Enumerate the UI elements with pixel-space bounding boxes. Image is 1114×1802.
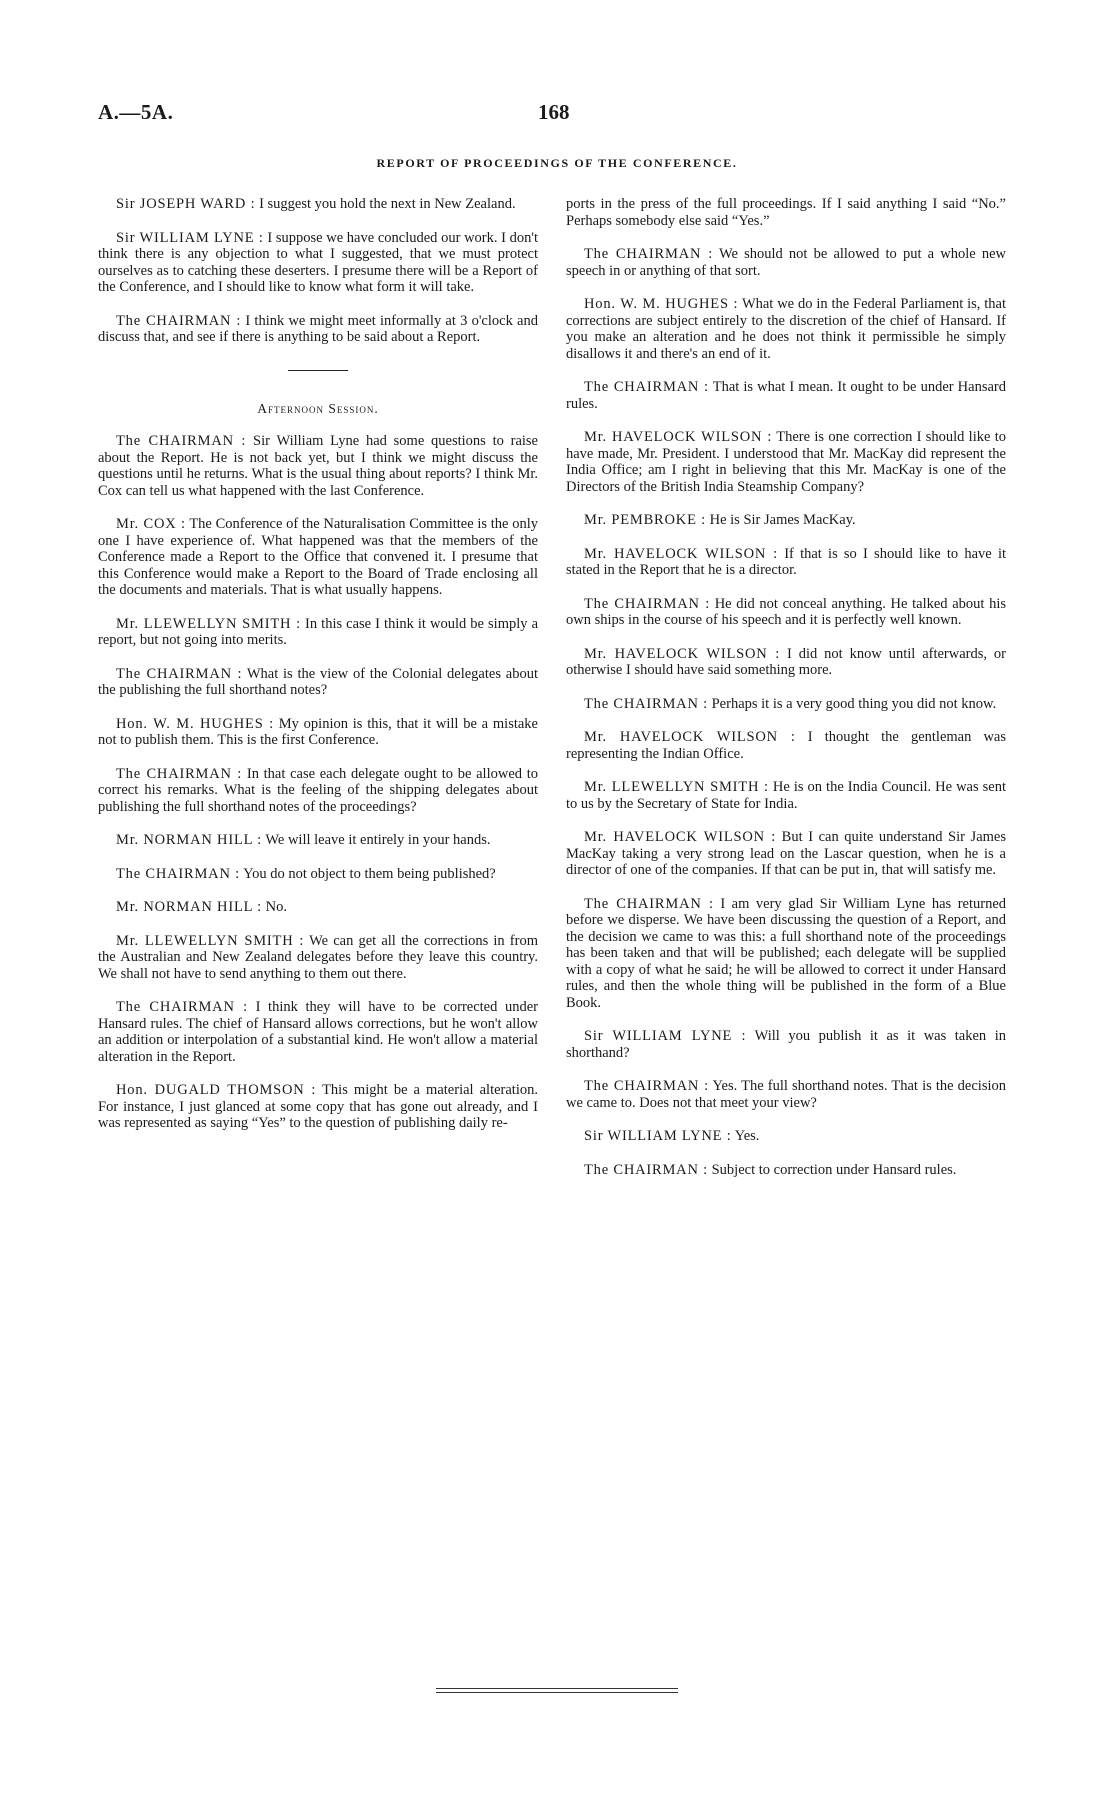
speech-text: That is what I mean. It ought to be under Hansard rules.	[566, 379, 1006, 412]
speech-paragraph	[566, 246, 1006, 279]
speech-paragraph	[566, 729, 1006, 762]
speech-text: Subject to correction under Hansard rules.	[711, 1161, 957, 1178]
speech-text: What is the view of the Colonial delegates about the publishing the full shorthand notes?	[98, 665, 538, 698]
speaker-name: Sir JOSEPH WARD :	[116, 196, 256, 212]
speech-paragraph	[98, 196, 538, 213]
speaker-name: Mr. LLEWELLYN SMITH :	[584, 779, 769, 795]
speaker-name: Mr. LLEWELLYN SMITH :	[116, 615, 301, 632]
speaker-name: The CHAIRMAN :	[584, 1078, 709, 1094]
speech-text: I suggest you hold the next in New Zealand.	[259, 196, 516, 212]
speaker-name: Mr. NORMAN HILL :	[116, 832, 262, 848]
speech-paragraph	[566, 896, 1006, 1012]
speaker-name: The CHAIRMAN :	[584, 695, 708, 712]
speech-text: I thought the gentleman was representing the Indian Office.	[566, 729, 1007, 762]
speech-text: I think we might meet informally at 3 o'clock and discuss that, and see if there is anything to be said about a Report.	[98, 312, 538, 345]
speaker-name: Hon. DUGALD THOMSON :	[116, 1082, 317, 1098]
speech-paragraph	[566, 829, 1006, 879]
speech-text: Yes. The full shorthand notes. That is the decision we came to. Does not that meet your view?	[566, 1078, 1006, 1111]
speech-text: In this case I think it would be simply a report, but not going into merits.	[98, 615, 539, 648]
speech-text: If that is so I should like to have it stated in the Report that he is a director.	[566, 545, 1007, 578]
speaker-name: Mr. PEMBROKE :	[584, 512, 706, 528]
speech-text: We will leave it entirely in your hands.	[265, 832, 491, 848]
speech-text: He did not conceal anything. He talked about his own ships in the course of his speech and it is perfectly well known.	[566, 595, 1006, 628]
running-head: REPORT OF PROCEEDINGS OF THE CONFERENCE.	[376, 156, 738, 170]
speech-paragraph	[98, 433, 538, 499]
speech-paragraph	[98, 999, 538, 1065]
speech-text: Perhaps it is a very good thing you did not know.	[711, 695, 997, 712]
speech-text: This might be a material alteration. For instance, I just glanced at some copy that has gone out already, and I was represented as saying “Yes” to the question of publishing daily re-	[98, 1082, 538, 1131]
speaker-name: The CHAIRMAN :	[584, 595, 711, 612]
speech-text: I suppose we have concluded our work. I don't think there is any objection to what I suggested, that we must protect ourselves as to catching these deserters. I presume there will be a Report of the Conference, and I should like to know what form it will take.	[98, 229, 539, 295]
speech-paragraph	[566, 546, 1006, 579]
speech-text: The Conference of the Naturalisation Committee is the only one I have experience of. What happened was that the members of the Conference made a Report to the Office that convened it. I presume that this Conference would make a Report to the Board of Trade enclosing all the documents and materials. That is what usually happens.	[98, 516, 538, 598]
speech-text: He is on the India Council. He was sent to us by the Secretary of State for India.	[566, 779, 1007, 812]
document-reference: A.—5A.	[98, 100, 174, 124]
speech-paragraph	[566, 696, 1006, 713]
speech-paragraph	[566, 1128, 1006, 1145]
speaker-name: The CHAIRMAN :	[116, 865, 240, 882]
speaker-name: Mr. HAVELOCK WILSON :	[584, 429, 773, 445]
speech-paragraph	[98, 616, 538, 649]
rule-line	[436, 1692, 678, 1693]
left-column	[98, 196, 538, 1149]
speech-paragraph	[566, 429, 1006, 495]
speech-paragraph	[98, 716, 538, 749]
speaker-name: Hon. W. M. HUGHES :	[116, 715, 274, 732]
speech-text: But I can quite understand Sir James MacKay taking a very strong lead on the Lascar question, when he is a director of one of the companies. If that can be put in, that will satisfy me.	[566, 829, 1006, 878]
speech-text: Will you publish it as it was taken in shorthand?	[566, 1028, 1006, 1061]
speaker-name: Mr. HAVELOCK WILSON :	[584, 545, 778, 562]
speech-paragraph	[566, 596, 1006, 629]
speech-text: We can get all the corrections in from the Australian and New Zealand delegates before they leave this country. We shall not have to send anything to them out there.	[98, 932, 538, 982]
rule-line	[436, 1688, 678, 1689]
speech-text: ports in the press of the full proceedings. If I said anything I said “No.” Perhaps somebody else said “Yes.”	[566, 196, 1006, 229]
speaker-name: Mr. HAVELOCK WILSON :	[584, 729, 796, 745]
speaker-name: The CHAIRMAN :	[584, 895, 714, 912]
speaker-name: Sir WILLIAM LYNE :	[584, 1028, 747, 1044]
speech-paragraph	[98, 516, 538, 599]
speech-paragraph	[566, 779, 1006, 812]
speaker-name: Mr. COX :	[116, 516, 186, 532]
speech-paragraph	[98, 832, 538, 849]
speech-paragraph	[98, 933, 538, 983]
speech-paragraph	[566, 379, 1006, 412]
speech-paragraph	[566, 512, 1006, 529]
speech-paragraph	[98, 230, 538, 296]
speech-text: I did not know until afterwards, or otherwise I should have said something more.	[566, 645, 1006, 678]
session-heading: Afternoon Session.	[257, 400, 379, 416]
speaker-name: Mr. NORMAN HILL :	[116, 899, 262, 915]
speech-paragraph	[566, 1078, 1006, 1111]
speech-text: My opinion is this, that it will be a mistake not to publish them. This is the first Conference.	[98, 715, 538, 748]
speaker-name: The CHAIRMAN :	[116, 665, 243, 682]
speaker-name: The CHAIRMAN :	[116, 765, 243, 782]
speaker-name: Mr. HAVELOCK WILSON :	[584, 829, 777, 845]
speaker-name: Hon. W. M. HUGHES :	[584, 296, 739, 312]
speaker-name: Sir WILLIAM LYNE :	[116, 229, 264, 246]
speech-paragraph	[98, 899, 538, 916]
right-column	[566, 196, 1006, 1195]
speaker-name: The CHAIRMAN :	[584, 246, 714, 262]
speech-paragraph	[98, 313, 538, 346]
section-divider	[288, 370, 348, 371]
speech-paragraph	[98, 1082, 538, 1132]
end-of-section-rule	[436, 1688, 678, 1696]
speaker-name: Sir WILLIAM LYNE :	[584, 1128, 732, 1144]
speech-text: He is Sir James MacKay.	[709, 512, 856, 528]
speech-text: I think they will have to be corrected under Hansard rules. The chief of Hansard allows corrections, but he won't allow an addition or interpolation of a substantial kind. He won't allow a material alteration in the Report.	[98, 999, 538, 1065]
speaker-name: Mr. HAVELOCK WILSON :	[584, 645, 781, 662]
speaker-name: The CHAIRMAN :	[116, 312, 242, 329]
speaker-name: The CHAIRMAN :	[584, 1161, 708, 1178]
speech-text: What we do in the Federal Parliament is, that corrections are subject entirely to the discretion of the chief of Hansard. If you make an alteration and he does not think it permissible he simply disallows it and there's an end of it.	[566, 296, 1006, 362]
page-number: 168	[538, 100, 570, 124]
speech-text: Sir William Lyne had some questions to raise about the Report. He is not back yet, but I think we might discuss the questions until he returns. What is the usual thing about reports? I think Mr. Cox can tell us what happened with the last Conference.	[98, 433, 538, 499]
speech-paragraph	[566, 646, 1006, 679]
speech-text: No.	[265, 899, 287, 915]
speech-text: We should not be allowed to put a whole new speech in or anything of that sort.	[566, 246, 1006, 279]
speech-paragraph	[566, 1162, 1006, 1179]
speech-paragraph	[566, 1028, 1006, 1061]
speech-paragraph	[98, 866, 538, 883]
speech-text: There is one correction I should like to have made, Mr. President. I understood that Mr. MacKay did represent the India Office; am I right in believing that this Mr. MacKay is one of the Directors of the British India Steamship Company?	[566, 429, 1006, 495]
speaker-name: Mr. LLEWELLYN SMITH :	[116, 932, 305, 949]
speech-text: Yes.	[734, 1128, 760, 1144]
speech-paragraph-continued	[566, 196, 1006, 229]
speech-paragraph	[98, 666, 538, 699]
speech-text: I am very glad Sir William Lyne has returned before we disperse. We have been discussing the question of a Report, and the decision we came to was this: a full shorthand note of the proceedings has been taken and that will be published; each delegate will be supplied with a copy of what he said; he will be allowed to correct it under Hansard rules, and then the whole thing will be published in the form of a Blue Book.	[566, 895, 1006, 1011]
speaker-name: The CHAIRMAN :	[116, 999, 248, 1015]
speech-text: In that case each delegate ought to be allowed to correct his remarks. What is the feeling of the shipping delegates about publishing the full shorthand notes of the proceedings?	[98, 765, 539, 815]
speech-text: You do not object to them being published?	[243, 865, 496, 882]
speech-paragraph	[566, 296, 1006, 362]
speech-paragraph	[98, 766, 538, 816]
speaker-name: The CHAIRMAN :	[116, 433, 247, 449]
speaker-name: The CHAIRMAN :	[584, 379, 709, 395]
